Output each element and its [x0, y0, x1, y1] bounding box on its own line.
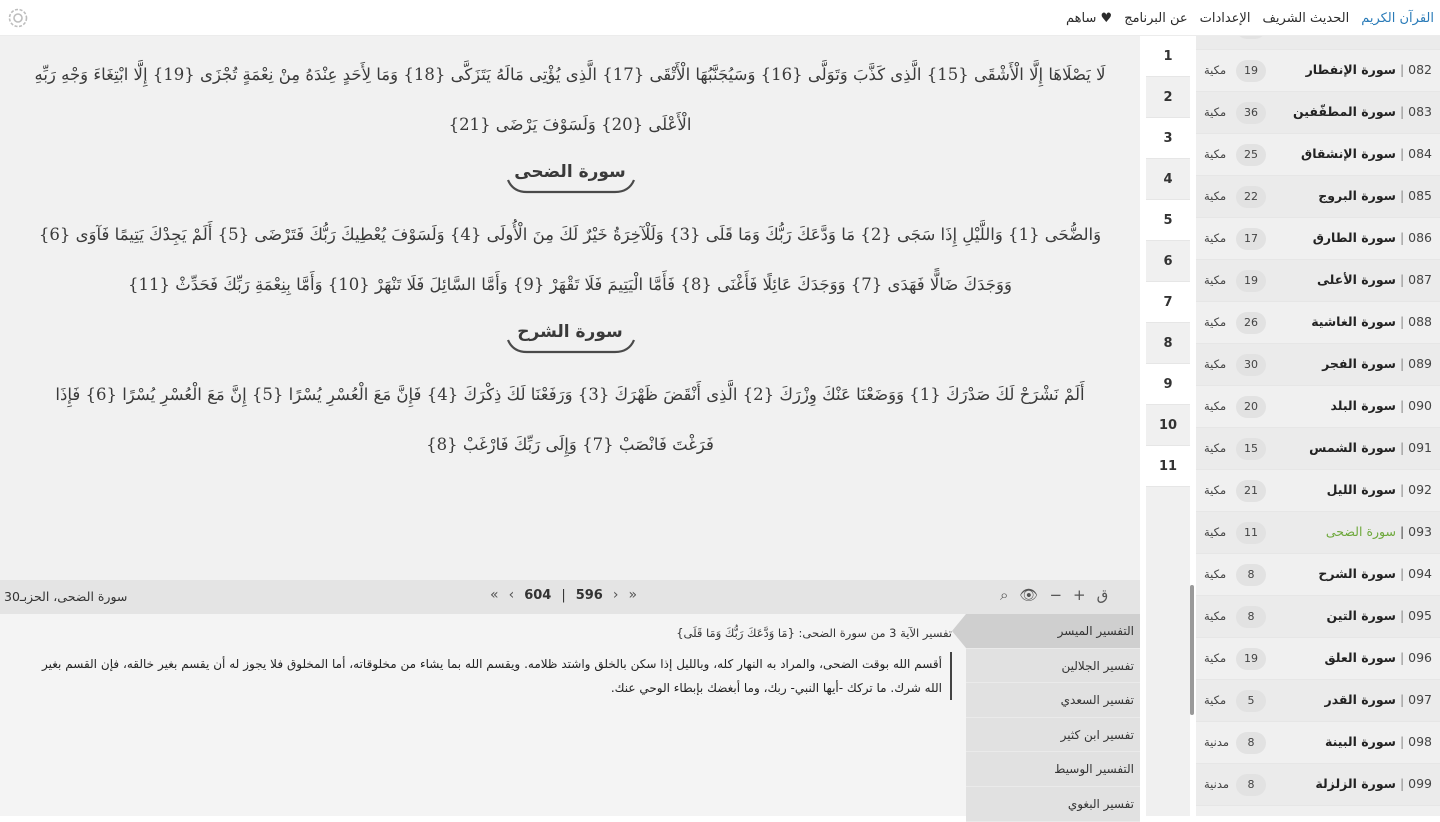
verse-line[interactable]: أَلَمْ نَشْرَحْ لَكَ صَدْرَكَ {1} وَوَضَعْنَا عَنْكَ وِزْرَكَ {2} الَّذِى أَنْقَضَ ظَهْرَكَ {3} وَرَفَعْنَا لَكَ ذِكْرَكَ {4} فَإِنَّ مَعَ الْعُسْرِ يُسْرًا {5} إِنَّ مَعَ الْعُسْرِ يُسْرًا {6} فَإِذَا — [55, 385, 1085, 404]
sura-list-item[interactable] — [1196, 92, 1440, 134]
sura-name: 092 | سورة الليل — [1326, 482, 1432, 497]
page-number-item[interactable]: 10 — [1146, 405, 1190, 446]
page-number-current: 596 — [575, 587, 603, 603]
verse-count-badge — [1236, 36, 1266, 39]
page-number-item[interactable]: 8 — [1146, 323, 1190, 364]
sura-list-item[interactable] — [1196, 36, 1440, 50]
zoom-out-icon[interactable]: − — [1049, 586, 1063, 604]
revelation-type: مكية — [1204, 189, 1227, 203]
page-number-item[interactable]: 9 — [1146, 364, 1190, 405]
sura-list-item[interactable] — [1196, 470, 1440, 512]
page-number-column — [1146, 36, 1190, 816]
tab-tafsir-ibn-kathir[interactable]: تفسير ابن كثير — [966, 718, 1140, 753]
sura-list-item[interactable] — [1196, 386, 1440, 428]
sura-name: 083 | سورة المطفّفين — [1293, 104, 1432, 119]
tab-tafsir-muyassar[interactable]: التفسير الميسر — [966, 614, 1140, 649]
verse-count-badge: 11 — [1236, 522, 1266, 544]
sura-list-item[interactable] — [1196, 764, 1440, 806]
verse-count-badge: 8 — [1236, 564, 1266, 586]
revelation-type: مكية — [1204, 315, 1227, 329]
gear-icon[interactable] — [6, 6, 30, 30]
sura-name: 098 | سورة البينة — [1325, 734, 1432, 749]
revelation-type: مكية — [1204, 609, 1227, 623]
revelation-type: مكية — [1204, 651, 1227, 665]
page-number-item[interactable]: 3 — [1146, 118, 1190, 159]
sura-list-item[interactable] — [1196, 680, 1440, 722]
revelation-type: مكية — [1204, 231, 1227, 245]
revelation-type: مكية — [1204, 105, 1227, 119]
tafsir-tabs — [966, 614, 1140, 816]
sura-list-item[interactable] — [1196, 428, 1440, 470]
sura-list-item[interactable] — [1196, 50, 1440, 92]
page-number-item[interactable]: 5 — [1146, 200, 1190, 241]
sura-list-item[interactable] — [1196, 176, 1440, 218]
verse-count-badge: 5 — [1236, 690, 1266, 712]
search-icon[interactable]: ⌕ — [1000, 586, 1009, 604]
sura-header-duha — [0, 150, 1140, 210]
verse-count-badge: 19 — [1236, 648, 1266, 670]
verse-line[interactable]: الْأَعْلَى {20} وَلَسَوْفَ يَرْضَى {21} — [448, 115, 692, 134]
verse-count-badge: 19 — [1236, 270, 1266, 292]
verse-count-badge: 8 — [1236, 606, 1266, 628]
page-divider: | — [561, 587, 566, 603]
sura-name: 097 | سورة القدر — [1324, 692, 1432, 707]
tafsir-text: أقسم الله بوقت الضحى، والمراد به النهار كله، وبالليل إذا سكن بالخلق واشتد ظلامه. ويقسم الله بما يشاء من مخلوقاته، أما المخلوق فلا يجوز له أن يقسم بغير خالقه، فإن القسم بغير الله شرك. ما تركك -أيها النبي- ربك، وما أبغضك بإبطاء الوحي عنك. — [42, 652, 952, 700]
sura-name: 095 | سورة التين — [1326, 608, 1432, 623]
sura-name: 086 | سورة الطارق — [1312, 230, 1432, 245]
sura-header-sharh — [0, 310, 1140, 370]
revelation-type: مكية — [1204, 63, 1227, 77]
tab-tafsir-saadi[interactable]: تفسير السعدي — [966, 683, 1140, 718]
next-page-button[interactable]: › — [612, 587, 619, 603]
revelation-type: مدنية — [1204, 735, 1230, 749]
menu-settings[interactable]: الإعدادات — [1199, 10, 1251, 26]
verse-count-badge: 15 — [1236, 438, 1266, 460]
page-number-item[interactable]: 6 — [1146, 241, 1190, 282]
verse-count-badge: 30 — [1236, 354, 1266, 376]
sura-name: 087 | سورة الأعلى — [1317, 272, 1432, 287]
sura-name: 084 | سورة الإنشقاق — [1301, 146, 1432, 161]
sura-title-text: سورة الشرح — [517, 322, 623, 342]
eye-icon[interactable]: 👁 — [1019, 586, 1039, 604]
sura-title-ornament — [505, 178, 637, 194]
revelation-type: مكية — [1204, 357, 1227, 371]
sura-list-item[interactable] — [1196, 302, 1440, 344]
tab-tafsir-jalalayn[interactable]: تفسير الجلالين — [966, 649, 1140, 684]
revelation-type: مكية — [1204, 273, 1227, 287]
sura-list-item[interactable] — [1196, 218, 1440, 260]
revelation-type: مدنية — [1204, 777, 1230, 791]
sura-name: 088 | سورة الغاشية — [1311, 314, 1432, 329]
revelation-type: مكية — [1204, 525, 1227, 539]
verse-count-badge: 17 — [1236, 228, 1266, 250]
sura-list-item[interactable] — [1196, 596, 1440, 638]
sura-list-item[interactable] — [1196, 260, 1440, 302]
verse-line[interactable]: فَرَغْتَ فَانْصَبْ {7} وَإِلَى رَبِّكَ فَارْغَبْ {8} — [426, 435, 714, 454]
verse-line[interactable]: وَوَجَدَكَ ضَالًّا فَهَدَى {7} وَوَجَدَكَ عَائِلًا فَأَغْنَى {8} فَأَمَّا الْيَتِيمَ فَلَا تَقْهَرْ {9} وَأَمَّا السَّائِلَ فَلَا تَنْهَرْ {10} وَأَمَّا بِنِعْمَةِ رَبِّكَ فَحَدِّثْ {11} — [128, 275, 1012, 294]
sura-title-text: سورة الضحى — [514, 162, 626, 182]
main-menu — [1066, 0, 1434, 36]
verse-count-badge: 19 — [1236, 60, 1266, 82]
page-number-item[interactable]: 11 — [1146, 446, 1190, 487]
verse-line[interactable]: لَا يَصْلَاهَا إِلَّا الْأَشْقَى {15} الَّذِى كَذَّبَ وَتَوَلَّى {16} وَسَيُجَنَّبُهَا الْأَتْقَى {17} الَّذِى يُؤْتِى مَالَهُ يَتَزَكَّى {18} وَمَا لِأَحَدٍ عِنْدَهُ مِنْ نِعْمَةٍ تُجْزَى {19} إِلَّا ابْتِغَاءَ وَجْهِ رَبِّهِ — [34, 65, 1106, 84]
top-menubar — [0, 0, 1440, 36]
page-number-item[interactable]: 7 — [1146, 282, 1190, 323]
sura-list-item[interactable] — [1196, 134, 1440, 176]
sura-list-item[interactable] — [1196, 722, 1440, 764]
sura-name: 091 | سورة الشمس — [1309, 440, 1432, 455]
menu-quran[interactable]: القرآن الكريم — [1361, 10, 1434, 26]
tafsir-toolbar — [0, 580, 1140, 614]
revelation-type: مكية — [1204, 399, 1227, 413]
verse-line[interactable]: وَالضُّحَى {1} وَاللَّيْلِ إِذَا سَجَى {2} مَا وَدَّعَكَ رَبُّكَ وَمَا قَلَى {3} وَلَلْآخِرَةُ خَيْرٌ لَكَ مِنَ الْأُولَى {4} وَلَسَوْفَ يُعْطِيكَ رَبُّكَ فَتَرْضَى {5} أَلَمْ يَجِدْكَ يَتِيمًا فَآوَى {6} — [38, 225, 1102, 244]
menu-contribute[interactable]: ساهم ♥ — [1066, 10, 1113, 26]
sura-list-item[interactable] — [1196, 638, 1440, 680]
page-number-item[interactable]: 1 — [1146, 36, 1190, 77]
sura-name: 090 | سورة البلد — [1330, 398, 1432, 413]
sura-name: 082 | سورة الإنفطار — [1305, 62, 1432, 77]
tafsir-tools — [1000, 586, 1108, 604]
zoom-in-icon[interactable]: + — [1073, 586, 1086, 604]
verse-count-badge: 25 — [1236, 144, 1266, 166]
sura-name: 094 | سورة الشرح — [1318, 566, 1432, 581]
verse-count-badge: 22 — [1236, 186, 1266, 208]
sura-name: 089 | سورة الفجر — [1322, 356, 1432, 371]
sura-name: 099 | سورة الزلزلة — [1315, 776, 1432, 791]
page-number-total: 604 — [524, 587, 552, 603]
verse-count-badge: 20 — [1236, 396, 1266, 418]
verse-count-badge: 8 — [1236, 732, 1266, 754]
sura-list-item[interactable] — [1196, 554, 1440, 596]
last-page-button[interactable]: » — [628, 587, 638, 603]
location-label: سورة الضحى، الحزبـ30 — [4, 589, 128, 604]
revelation-type: مكية — [1204, 147, 1227, 161]
revelation-type: مكية — [1204, 567, 1227, 581]
menu-hadith[interactable]: الحديث الشريف — [1262, 10, 1350, 26]
sura-name: 085 | سورة البروج — [1318, 188, 1432, 203]
verse-count-badge: 26 — [1236, 312, 1266, 334]
first-page-button[interactable]: « — [490, 587, 499, 603]
verse-count-badge: 36 — [1236, 102, 1266, 124]
tab-tafsir-baghawi[interactable]: تفسير البغوي — [966, 787, 1140, 822]
verse-count-badge: 8 — [1236, 774, 1266, 796]
sura-list-item[interactable] — [1196, 344, 1440, 386]
qaf-button[interactable]: ق — [1096, 586, 1109, 604]
revelation-type: مكية — [1204, 483, 1227, 497]
page-navigator — [490, 587, 637, 603]
page-number-item[interactable]: 4 — [1146, 159, 1190, 200]
revelation-type: مكية — [1204, 693, 1227, 707]
menu-about[interactable]: عن البرنامج — [1124, 10, 1188, 26]
prev-page-button[interactable]: ‹ — [508, 587, 515, 603]
page-number-item[interactable]: 2 — [1146, 77, 1190, 118]
sura-title-ornament — [505, 338, 637, 354]
sura-list-item-current[interactable] — [1196, 512, 1440, 554]
sura-list — [1196, 36, 1440, 816]
quran-text-panel — [0, 36, 1140, 580]
tafsir-heading: تفسير الآية 3 من سورة الضحى: {مَا وَدَّعَكَ رَبُّكَ وَمَا قَلَى} — [676, 626, 952, 640]
scrollbar-thumb[interactable] — [1190, 585, 1194, 715]
sura-name: 093 | سورة الضحى — [1325, 524, 1432, 539]
revelation-type: مكية — [1204, 441, 1227, 455]
tafsir-panel — [0, 614, 1140, 816]
sura-name: 096 | سورة العلق — [1324, 650, 1432, 665]
tab-tafsir-wasit[interactable]: التفسير الوسيط — [966, 752, 1140, 787]
verse-count-badge: 21 — [1236, 480, 1266, 502]
